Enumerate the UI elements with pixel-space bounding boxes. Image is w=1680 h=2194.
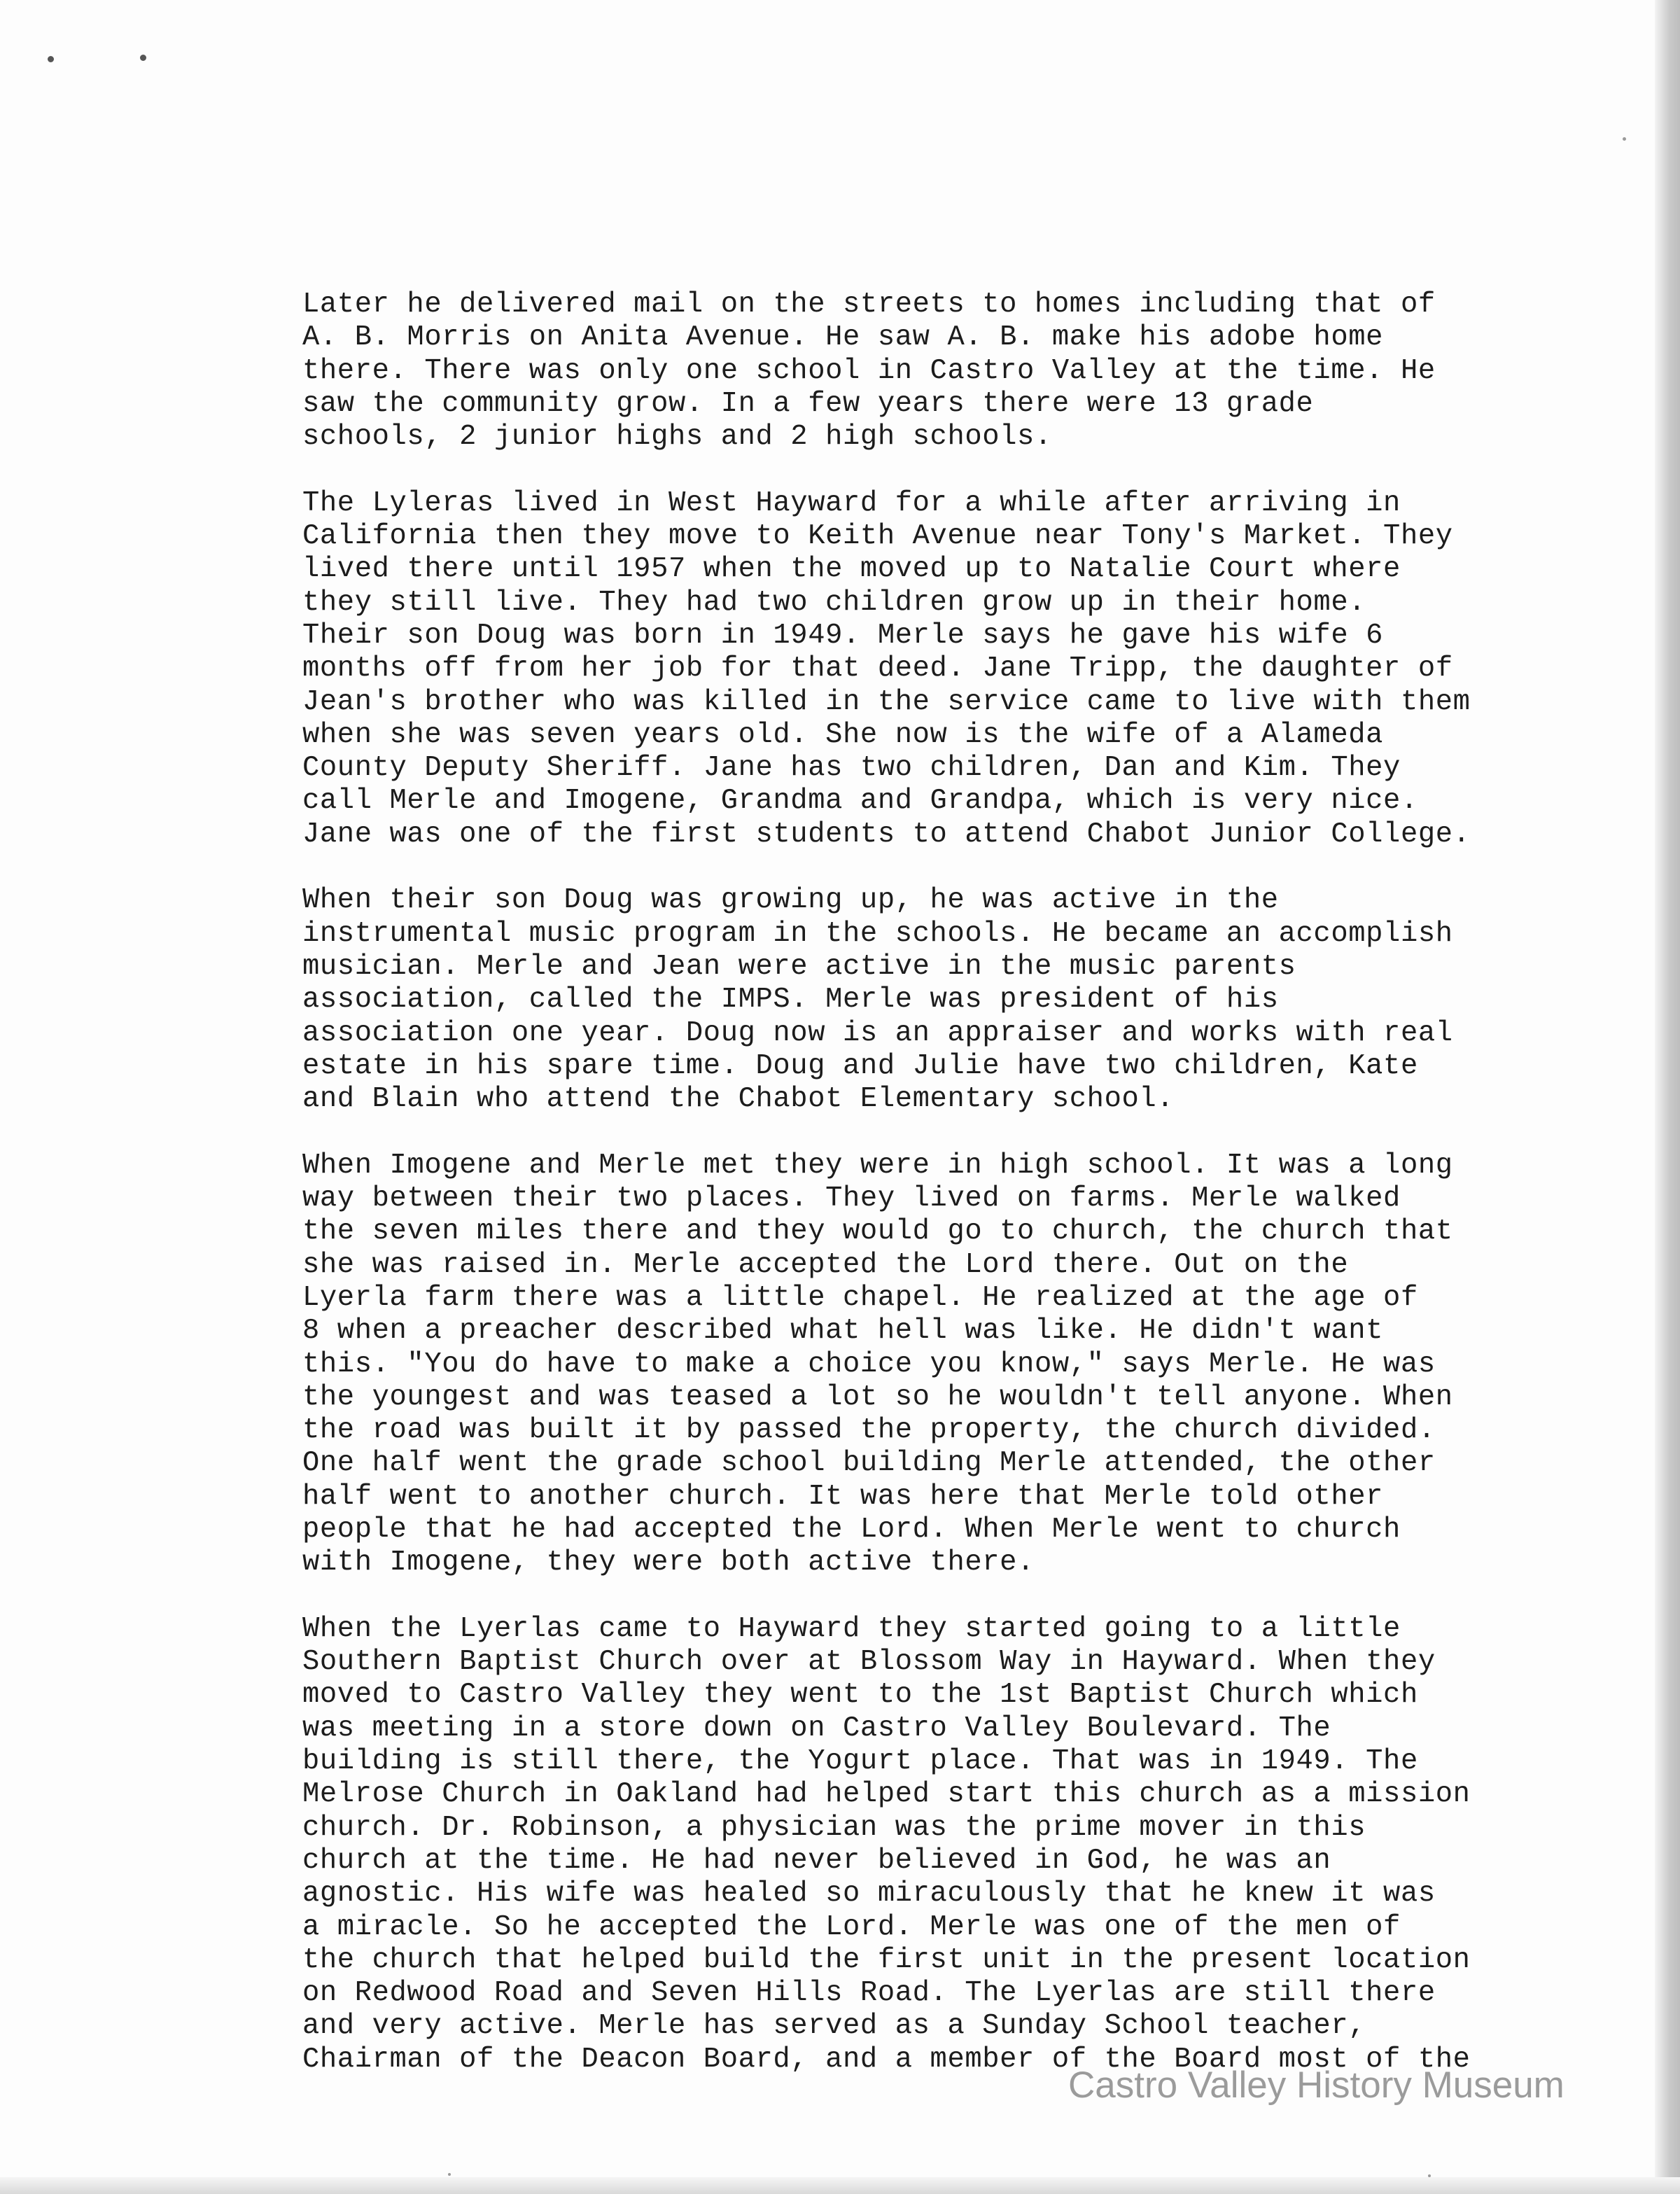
document-body [302, 288, 1604, 2109]
scan-speck [448, 2173, 451, 2176]
paragraph: Later he delivered mail on the streets to homes including that of A. B. Morris on Anita Avenue. He saw A. B. make his adobe home there. There was only one school in Castro Valley at the time. He saw the community grow. In a few years there were 13 grade schools, 2 junior highs and 2 high schools. [302, 288, 1436, 454]
page-edge-shadow [1655, 0, 1680, 2194]
paragraph: The Lyleras lived in West Hayward for a while after arriving in California then they move to Keith Avenue near Tony's Market. They lived there until 1957 when the moved up to Natalie Court where they still live. They had two children grow up in their home. Their son Doug was born in 1949. Merle says he gave his wife 6 months off from her job for that deed. Jane Tripp, the daughter of Jean's brother who was killed in the service came to live with them when she was seven years old. She now is the wife of a Alameda County Deputy Sheriff. Jane has two children, Dan and Kim. They call Merle and Imogene, Grandma and Grandpa, which is very nice. Jane was one of the first students to attend Chabot Junior College. [302, 487, 1471, 851]
punch-hole-mark [48, 56, 54, 62]
punch-hole-mark [140, 55, 146, 61]
page-bottom-edge [0, 2177, 1680, 2194]
paragraph: When the Lyerlas came to Hayward they started going to a little Southern Baptist Church over at Blossom Way in Hayward. When they moved to Castro Valley they went to the 1st Baptist Church which was meeting in a store down on Castro Valley Boulevard. The building is still there, the Yogurt place. That was in 1949. The Melrose Church in Oakland had helped start this church as a mission church. Dr. Robinson, a physician was the prime mover in this church at the time. He had never believed in God, he was an agnostic. His wife was healed so miraculously that he knew it was a miracle. So he accepted the Lord. Merle was one of the men of the church that helped build the first unit in the present location on Redwood Road and Seven Hills Road. The Lyerlas are still there and very active. Merle has served as a Sunday School teacher, Chairman of the Deacon Board, and a member of the Board most of the [302, 1612, 1471, 2076]
scan-speck [1623, 137, 1626, 141]
paragraph: When Imogene and Merle met they were in high school. It was a long way between their two places. They lived on farms. Merle walked the seven miles there and they would go to church, the church that she was raised in. Merle accepted the Lord there. Out on the Lyerla farm there was a little chapel. He realized at the age of 8 when a preacher described what hell was like. He didn't want this. "You do have to make a choice you know," says Merle. He was the youngest and was teased a lot so he wouldn't tell anyone. When the road was built it by passed the property, the church divided. One half went the grade school building Merle attended, the other half went to another church. It was here that Merle told other people that he had accepted the Lord. When Merle went to church with Imogene, they were both active there. [302, 1149, 1453, 1579]
museum-watermark: Castro Valley History Museum [1068, 2064, 1564, 2106]
paragraph: When their son Doug was growing up, he was active in the instrumental music program in the schools. He became an accomplish musician. Merle and Jean were active in the music parents association, called the IMPS. Merle was president of his association one year. Doug now is an appraiser and works with real estate in his spare time. Doug and Julie have two children, Kate and Blain who attend the Chabot Elementary school. [302, 884, 1453, 1116]
